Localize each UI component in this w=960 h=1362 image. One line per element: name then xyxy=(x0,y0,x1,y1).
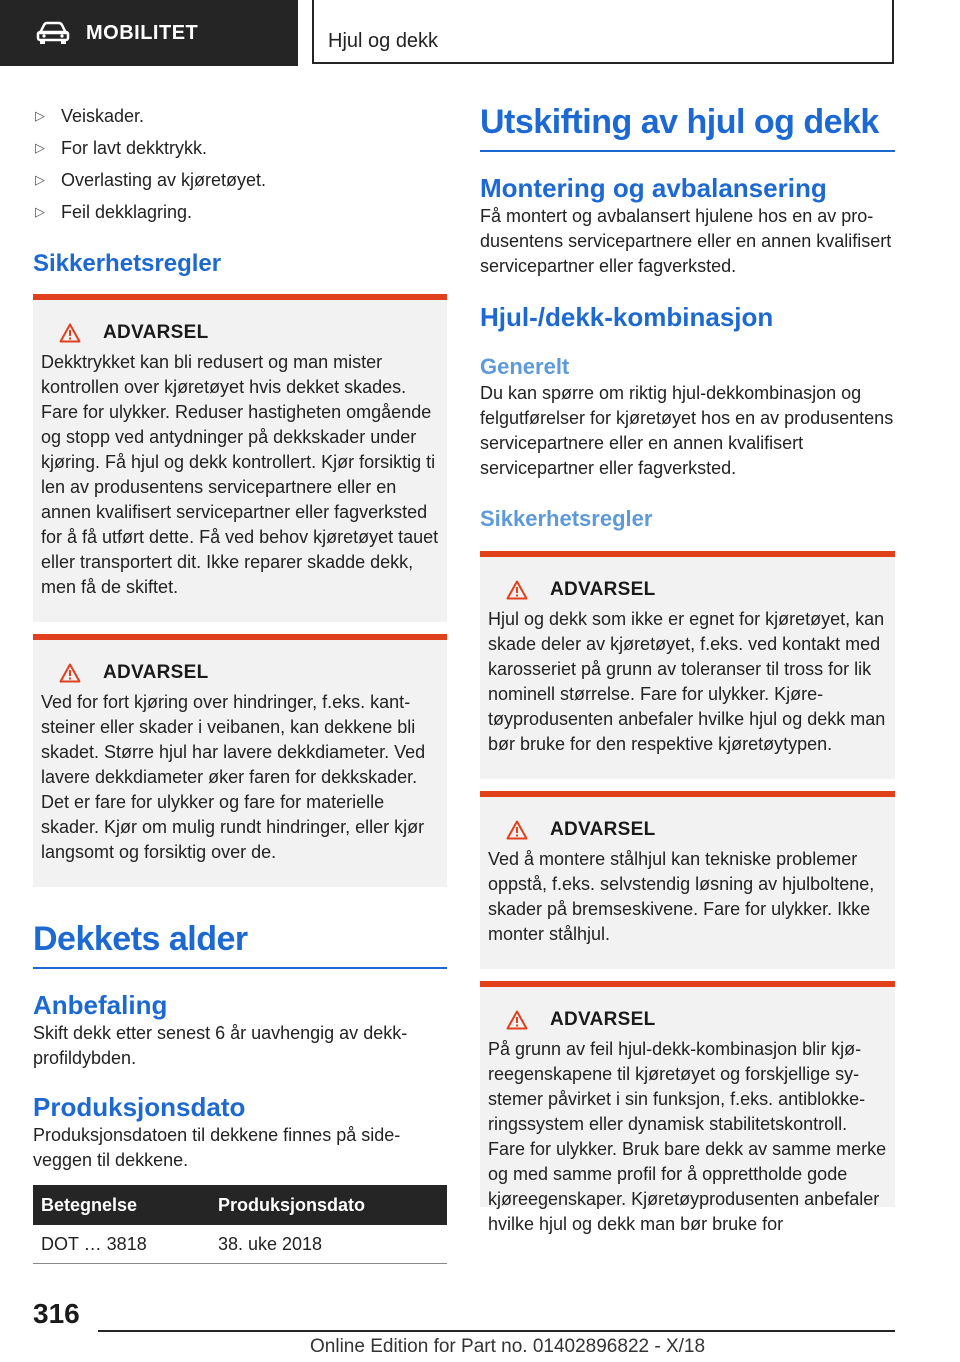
table-row xyxy=(33,1225,447,1264)
column-header: Produksjonsdato xyxy=(210,1185,447,1225)
warning-box xyxy=(480,981,895,1234)
chapter-header xyxy=(312,0,894,64)
list-item: ▷ Veiskader. xyxy=(33,100,447,132)
tire-age-heading: Dekkets alder xyxy=(33,917,447,969)
general-heading: Generelt xyxy=(480,354,570,379)
triangle-bullet-icon: ▷ xyxy=(35,204,45,219)
page-number: 316 xyxy=(33,1298,80,1329)
triangle-bullet-icon: ▷ xyxy=(35,172,45,187)
warning-triangle-icon xyxy=(506,820,528,840)
list-item: ▷ Overlasting av kjøretøyet. xyxy=(33,164,447,196)
right-column xyxy=(480,100,895,1234)
table-cell: 38. uke 2018 xyxy=(210,1225,447,1264)
warning-label: ADVARSEL xyxy=(103,662,209,683)
warning-triangle-icon xyxy=(506,580,528,600)
safety-heading: Sikkerhetsregler xyxy=(480,506,653,531)
mounting-heading: Montering og avbalansering xyxy=(480,173,827,203)
warning-box xyxy=(33,634,447,887)
list-item: ▷ For lavt dekktrykk. xyxy=(33,132,447,164)
production-date-heading: Produksjonsdato xyxy=(33,1092,246,1122)
warning-box xyxy=(33,294,447,622)
section-title: MOBILITET xyxy=(86,21,199,44)
table-cell: DOT … 3818 xyxy=(33,1225,210,1264)
chapter-title: Hjul og dekk xyxy=(328,30,439,52)
warning-label: ADVARSEL xyxy=(550,1009,656,1030)
warning-label: ADVARSEL xyxy=(550,819,656,840)
column-header: Betegnelse xyxy=(33,1185,210,1225)
safety-heading: Sikkerhetsregler xyxy=(33,250,222,277)
warning-text: Ved å montere stålhjul kan tekniske problemer oppstå, f.eks. selvstendig løsning av hjulboltene, skader på bremseskivene. Fare for ulykker. Ikke monter stålhjul. xyxy=(488,849,875,944)
warning-text: På grunn av feil hjul-dekk-kombinasjon blir kjøreegenskapene til kjøretøyet og forskjellige systemer påvirket i sin funksjon, f.eks. antiblokkeringssystem eller dynamisk stabilitetskontroll. Fare for ulykker. Bruk bare dekk av samme merke og med samme profil for å opprettholde gode kjøreegenskaper. Kjøretøyprodusenten anbefaler hvilke hjul og dekk man bør bruke for xyxy=(488,1039,887,1234)
warning-text: Hjul og dekk som ikke er egnet for kjøretøyet, kan skade deler av kjøretøyet, f.eks. ved kontakt med karosseriet på grunn av toleranser til tross for lik nominell størrelse. Fare for ulykker. Kjøretøyprodusenten anbefaler hvilke hjul og dekk man bør bruke for den respektive kjøretøytypen. xyxy=(488,609,886,754)
warning-triangle-icon xyxy=(506,1010,528,1030)
warning-text: Ved for fort kjøring over hindringer, f.eks. kantsteiner eller skader i veibanen, kan dekkene bli skadet. Større hjul har lavere dekkdiameter. Ved lavere dekkdiameter øker faren for dekkskader. Det er fare for ulykker og fare for materielle skader. Kjør om mulig rundt hindringer, eller kjør langsomt og forsiktig over de. xyxy=(41,692,426,862)
warning-label: ADVARSEL xyxy=(103,322,209,343)
cause-list xyxy=(33,100,447,228)
warning-label: ADVARSEL xyxy=(550,579,656,600)
main-heading: Utskifting av hjul og dekk xyxy=(480,100,895,152)
footer-divider xyxy=(98,1330,895,1332)
warning-text: Dekktrykket kan bli redusert og man mister kontrollen over kjøretøyet hvis dekket skades. Fare for ulykker. Reduser hastigheten omgående og stopp ved antydninger på dekkskader under kjøring. Få hjul og dekk kontrollert. Kjør forsiktig ti len av produsentens servicepartnere eller en annen kvalifisert servicepartner eller fagverksted for å få utført dette. Få ved behov kjøretøyet tauet eller transportert dit. Ikke reparer skadde dekk, men få de skiftet. xyxy=(41,352,439,597)
warning-triangle-icon xyxy=(59,663,81,683)
mounting-text: Få montert og avbalansert hjulene hos en av produsentens servicepartnere eller en annen kvalifisert servicepartner eller fagverksted. xyxy=(480,206,892,276)
production-date-table xyxy=(33,1185,447,1264)
warning-box xyxy=(480,791,895,969)
triangle-bullet-icon: ▷ xyxy=(35,108,45,123)
triangle-bullet-icon: ▷ xyxy=(35,140,45,155)
section-tab xyxy=(0,0,298,66)
combination-heading: Hjul-/dekk-kombinasjon xyxy=(480,302,774,332)
edition-text: Online Edition for Part no. 01402896822 - X/18 xyxy=(310,1336,706,1357)
left-column xyxy=(33,100,447,1264)
warning-box xyxy=(480,551,895,779)
table-header-row xyxy=(33,1185,447,1225)
recommendation-text: Skift dekk etter senest 6 år uavhengig av dekkprofildybden. xyxy=(33,1023,408,1068)
recommendation-heading: Anbefaling xyxy=(33,990,168,1020)
list-item: ▷ Feil dekklagring. xyxy=(33,196,447,228)
car-icon xyxy=(36,21,70,45)
general-text: Du kan spørre om riktig hjul-dekkombinasjon og felgutførelser for kjøretøyet hos en av produsentens servicepartnere eller en annen kvalifisert servicepartner eller fagverksted. xyxy=(480,383,894,478)
production-date-text: Produksjonsdatoen til dekkene finnes på sideveggen til dekkene. xyxy=(33,1125,401,1170)
warning-triangle-icon xyxy=(59,323,81,343)
